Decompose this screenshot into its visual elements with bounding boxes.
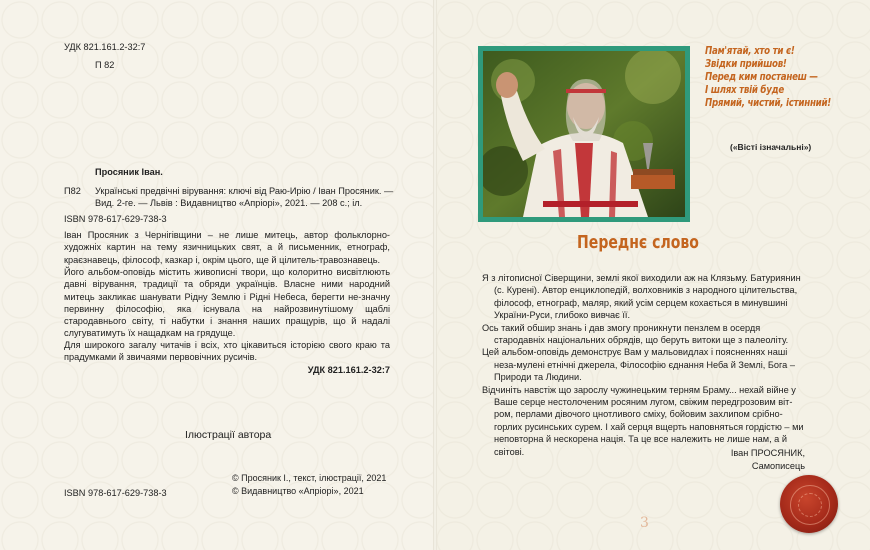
isbn-line: ISBN 978-617-629-738-3 bbox=[64, 214, 167, 224]
catalog-code: П82 bbox=[64, 186, 81, 196]
copyright-author: © Просяник І., текст, ілюстрації, 2021 bbox=[232, 473, 387, 483]
signature-role: Самописець bbox=[751, 461, 805, 471]
udk-bottom: УДК 821.161.2-32:7 bbox=[307, 365, 390, 375]
poem-line: Звідки прийшов! bbox=[705, 59, 787, 70]
isbn-bottom: ISBN 978-617-629-738-3 bbox=[64, 488, 167, 498]
copyright-publisher: © Видавництво «Апріорі», 2021 bbox=[232, 486, 364, 496]
udk-top: УДК 821.161.2-32:7 bbox=[64, 42, 146, 52]
annotation-para-2: Його альбом-оповідь містить живописні твори, що колоритно висвітлюють давні вірування, традиції та обряди українців. Власне ними народний митець закликає шанувати Рідну Землю і Рідні Небеса, берегти не-значну первинну філософію, яка існувала на найрозвинутішому щаблі стародавнього світу, ті набутки і знання наших пращурів, що й надалі слугуватимуть їх нащадкам на грядуще. bbox=[64, 267, 390, 339]
author-heading: Просяник Іван. bbox=[95, 167, 163, 177]
poem-line: І шлях твій буде bbox=[705, 85, 784, 96]
foreword-paragraph: Відчиніть навстіж що зарослу чужинецьким терням Браму... нехай війне у Ваше серце нестолоченим росяним лугом, свіжим передгрозовим віт-ром, перлами дівочого цнотливого сміху, бойовим захлипом срібно-горлих русинських сурем. І хай серця вщерть наповняться гордістю – ми неповторна й нескорена нація. Та це все належить не лише нам, а й світові. bbox=[482, 384, 804, 457]
page-number: 3 bbox=[640, 515, 649, 531]
catalog-entry: Українські предвічні вірування: ключі від Раю-Ирію / Іван Просяник. — Вид. 2-ге. — Львів : Видавництво «Апріорі», 2021. — 208 с.; іл. bbox=[95, 186, 394, 209]
wax-seal-icon bbox=[780, 475, 838, 533]
poem-line: Прямий, чистий, істинний! bbox=[705, 98, 831, 109]
signature-name: Іван ПРОСЯНИК, bbox=[730, 448, 805, 458]
foreword-body bbox=[482, 272, 807, 458]
annotation-para-3: Для широкого загалу читачів і всіх, хто цікавиться історією свого краю та прадумками й звичаями первовічних русичів. bbox=[64, 340, 390, 363]
illustrations-credit: Ілюстрації автора bbox=[185, 429, 272, 441]
poem-line: Перед ким постанеш — bbox=[705, 72, 818, 83]
book-gutter bbox=[433, 0, 437, 550]
author-photo bbox=[483, 51, 685, 217]
annotation-para-1: Іван Просяник з Чернігівщини – не лише митець, автор фольклорно-художніх картин на тему язичницьких свят, а й письменник, етнограф, краєзнавець, філософ, казкар і, окрім цього, ще й цілитель-травознавець. bbox=[64, 230, 390, 265]
epigraph-poem bbox=[705, 45, 831, 110]
epigraph-source: («Вісті ізначальні») bbox=[730, 142, 812, 152]
poem-line: Пам'ятай, хто ти є! bbox=[705, 46, 795, 57]
foreword-paragraph: Ось такий обшир знань і дав змогу проникнути пензлем в осердя стародавніх національних обрядів, що беруть витоки ще з палеоліту. bbox=[482, 322, 789, 346]
section-title: Переднє слово bbox=[577, 232, 699, 253]
catalog-code-top: П 82 bbox=[95, 60, 115, 70]
foreword-paragraph: Цей альбом-оповідь демонструє Вам у мальовидлах і поясненнях наші неза-мулені етнічні джерела, Філософію єднання Неба й Землі, Бога – Природи та Людини. bbox=[482, 347, 795, 383]
foreword-paragraph: Я з літописної Сіверщини, землі якої виходили аж на Клязьму. Батуриянин (с. Курені). Автор енциклопедій, волховників з народного цілительства, філософ, етнограф, маляр, який усім серцем кохається в минувшині України-Руси, глибоко вивчає її. bbox=[482, 273, 801, 321]
